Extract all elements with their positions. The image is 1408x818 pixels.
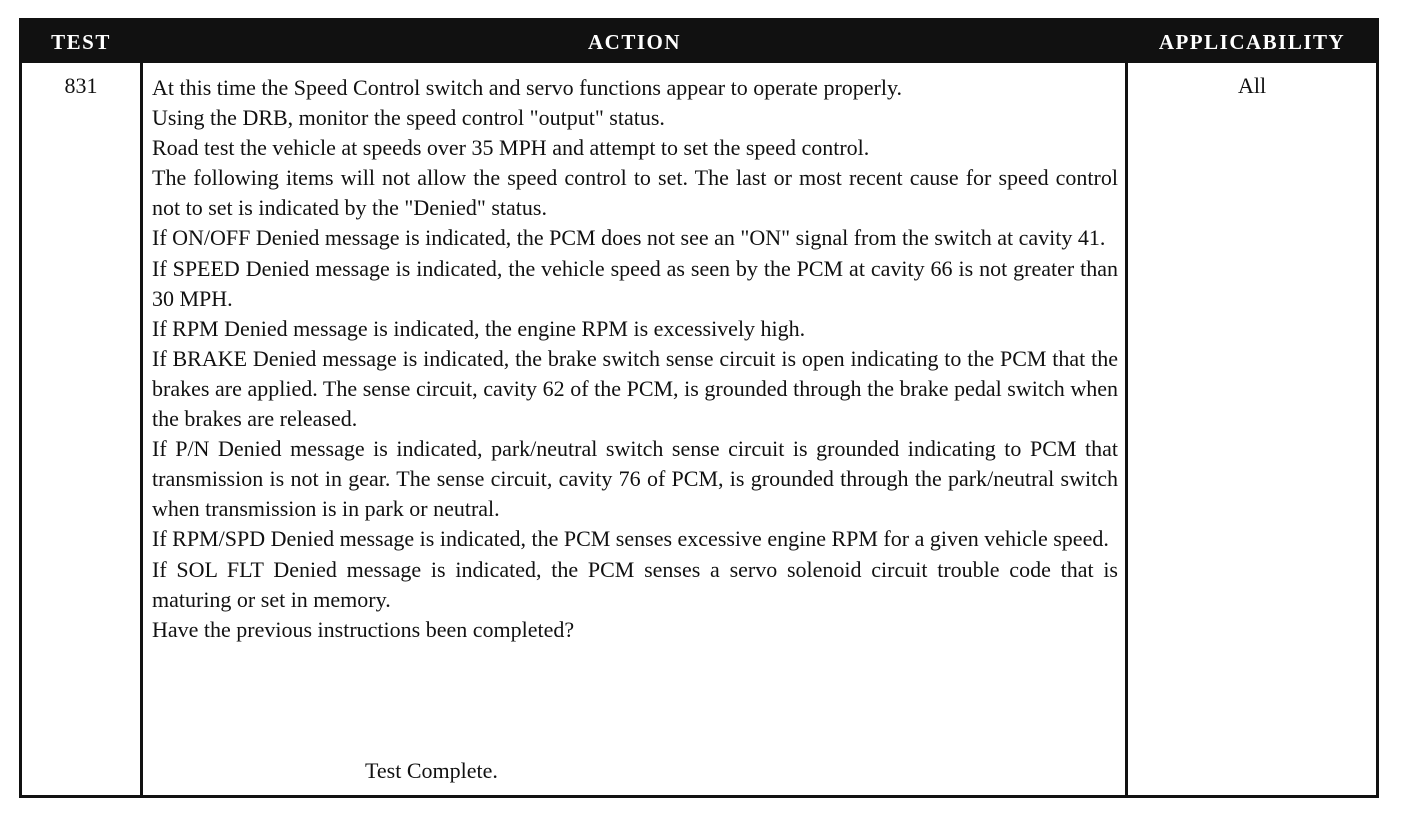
- action-paragraph: The following items will not allow the speed control to set. The last or most recent cause for speed control not to set is indicated by the "Denied" status.: [152, 165, 1118, 221]
- test-complete-text: Test Complete.: [365, 758, 498, 783]
- header-applicability: APPLICABILITY: [1158, 30, 1346, 54]
- header-test: TEST: [51, 30, 111, 54]
- action-paragraph: Have the previous instructions been completed?: [152, 616, 575, 642]
- action-paragraph: At this time the Speed Control switch and servo functions appear to operate properly.: [152, 75, 903, 100]
- applicability-value: All: [1237, 73, 1267, 98]
- test-number: 831: [64, 73, 98, 98]
- action-paragraph: If ON/OFF Denied message is indicated, the PCM does not see an "ON" signal from the switch at cavity 41.: [152, 225, 1106, 251]
- action-paragraph: If RPM/SPD Denied message is indicated, the PCM senses excessive engine RPM for a given vehicle speed.: [152, 526, 1109, 552]
- action-text: [152, 73, 1118, 645]
- action-paragraph: If SPEED Denied message is indicated, the vehicle speed as seen by the PCM at cavity 66 is not greater than 30 MPH.: [152, 255, 1118, 311]
- header-action: ACTION: [587, 30, 681, 54]
- column-divider: [1125, 63, 1128, 795]
- action-paragraph: Road test the vehicle at speeds over 35 MPH and attempt to set the speed control.: [152, 135, 870, 161]
- action-paragraph: If RPM Denied message is indicated, the engine RPM is excessively high.: [152, 315, 806, 341]
- action-paragraph: If P/N Denied message is indicated, park/neutral switch sense circuit is grounded indicating to PCM that transmission is not in gear. The sense circuit, cavity 76 of PCM, is grounded through the park/neutral switch when transmission is in park or neutral.: [152, 436, 1118, 522]
- action-paragraph: Using the DRB, monitor the speed control "output" status.: [152, 105, 665, 131]
- action-paragraph: If BRAKE Denied message is indicated, the brake switch sense circuit is open indicating to the PCM that the brakes are applied. The sense circuit, cavity 62 of the PCM, is grounded through the brake pedal switch when the brakes are released.: [152, 345, 1118, 432]
- diagnostic-table: [19, 18, 1379, 798]
- action-paragraph: If SOL FLT Denied message is indicated, the PCM senses a servo solenoid circuit trouble code that is maturing or set in memory.: [152, 556, 1118, 612]
- column-divider: [140, 63, 143, 795]
- table-header: [22, 21, 1376, 63]
